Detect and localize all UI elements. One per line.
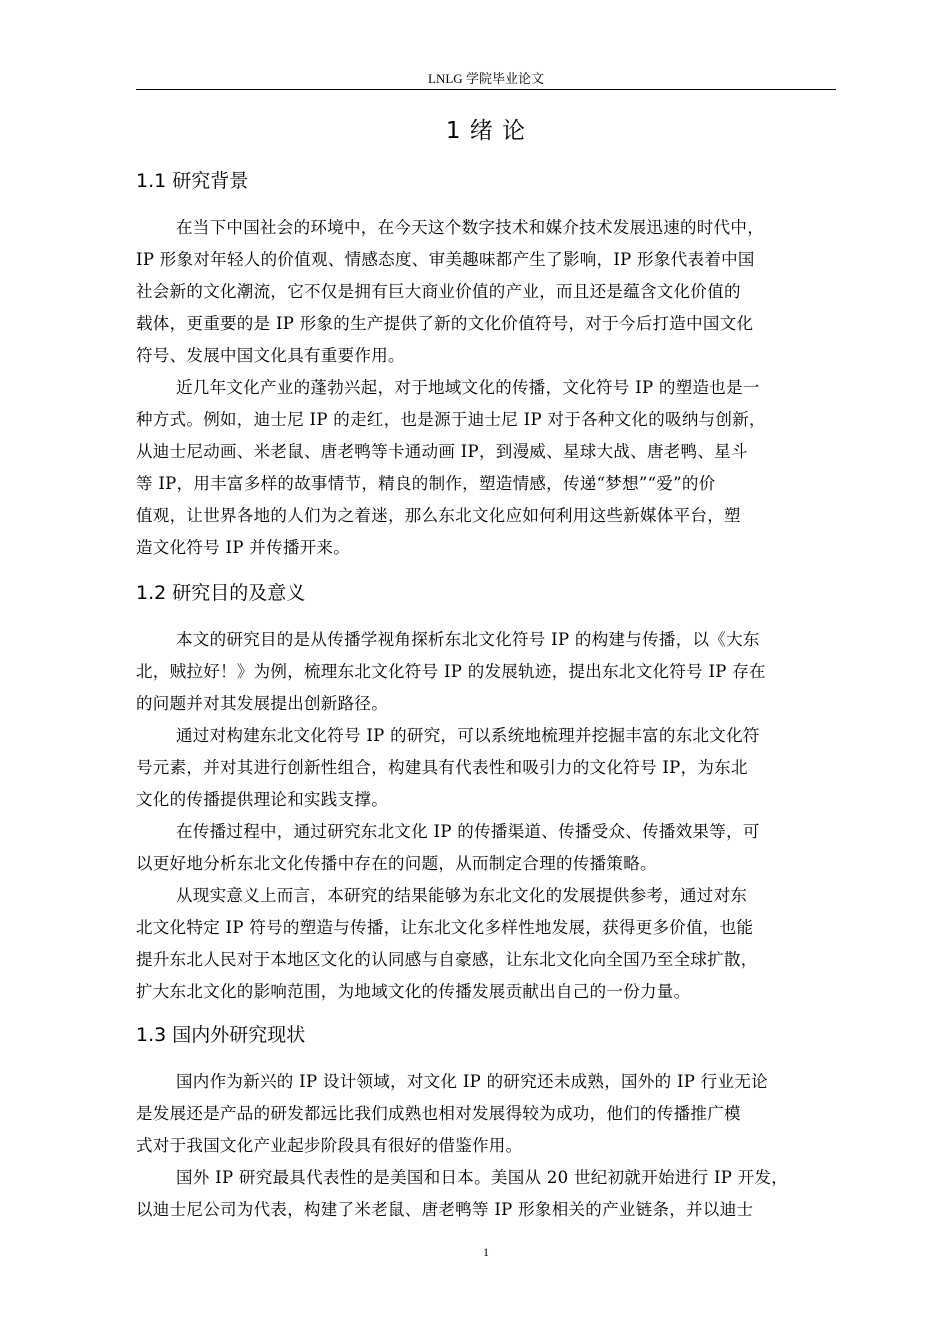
running-header: LNLG 学院毕业论文 [428, 71, 544, 86]
paragraph-line: 从现实意义上而言，本研究的结果能够为东北文化的发展提供参考，通过对东 [176, 886, 748, 905]
section-heading-1-2: 1.2 研究目的及意义 [136, 582, 306, 604]
paragraph-line: IP 形象对年轻人的价值观、情感态度、审美趣味都产生了影响，IP 形象代表着中国 [136, 250, 755, 269]
paragraph-line: 种方式。例如，迪士尼 IP 的走红，也是源于迪士尼 IP 对于各种文化的吸纳与创新， [136, 410, 766, 429]
paragraph-line: 以迪士尼公司为代表，构建了米老鼠、唐老鸭等 IP 形象相关的产业链条，并以迪士 [136, 1200, 754, 1219]
paragraph-line: 以更好地分析东北文化传播中存在的问题，从而制定合理的传播策略。 [136, 854, 657, 873]
paragraph-line: 北，贼拉好！》为例，梳理东北文化符号 IP 的发展轨迹，提出东北文化符号 IP 存在 [136, 662, 766, 681]
paragraph-line: 提升东北人民对于本地区文化的认同感与自豪感，让东北文化向全国乃至全球扩散， [136, 950, 758, 969]
paragraph-line: 近几年文化产业的蓬勃兴起，对于地域文化的传播，文化符号 IP 的塑造也是一 [176, 378, 760, 397]
paragraph-line: 在当下中国社会的环境中，在今天这个数字技术和媒介技术发展迅速的时代中， [176, 218, 764, 237]
paragraph-line: 载体，更重要的是 IP 形象的生产提供了新的文化价值符号，对于今后打造中国文化 [136, 314, 754, 333]
paragraph-line: 造文化符号 IP 并传播开来。 [136, 538, 351, 557]
paragraph-line: 本文的研究目的是从传播学视角探析东北文化符号 IP 的构建与传播，以《大东 [176, 630, 760, 649]
paragraph-line: 在传播过程中，通过研究东北文化 IP 的传播渠道、传播受众、传播效果等，可 [176, 822, 760, 841]
paragraph-line: 文化的传播提供理论和实践支撑。 [136, 790, 388, 809]
paragraph-line: 通过对构建东北文化符号 IP 的研究，可以系统地梳理并挖掘丰富的东北文化符 [176, 726, 760, 745]
section-heading-1-1: 1.1 研究背景 [136, 170, 249, 192]
paragraph-line: 从迪士尼动画、米老鼠、唐老鸭等卡通动画 IP，到漫威、星球大战、唐老鸭、星斗 [136, 442, 748, 461]
header-divider [136, 89, 836, 90]
page-number: 1 [483, 1245, 489, 1259]
paragraph-line: 等 IP，用丰富多样的故事情节，精良的制作，塑造情感，传递“梦想”“爱”的价 [136, 474, 716, 493]
paragraph-line: 国内作为新兴的 IP 设计领域，对文化 IP 的研究还未成熟，国外的 IP 行业无论 [176, 1072, 768, 1091]
paragraph-line: 的问题并对其发展提出创新路径。 [136, 694, 388, 713]
chapter-title: 1 绪 论 [445, 118, 527, 144]
paragraph-line: 符号、发展中国文化具有重要作用。 [136, 346, 405, 365]
paragraph-line: 社会新的文化潮流，它不仅是拥有巨大商业价值的产业，而且还是蕴含文化价值的 [136, 282, 741, 301]
paragraph-line: 是发展还是产品的研发都远比我们成熟也相对发展得较为成功，他们的传播推广模 [136, 1104, 741, 1123]
paragraph-line: 号元素，并对其进行创新性组合，构建具有代表性和吸引力的文化符号 IP，为东北 [136, 758, 748, 777]
paragraph-line: 国外 IP 研究最具代表性的是美国和日本。美国从 20 世纪初就开始进行 IP 开发， [176, 1168, 789, 1187]
paragraph-line: 值观，让世界各地的人们为之着迷，那么东北文化应如何利用这些新媒体平台，塑 [136, 506, 741, 525]
section-heading-1-3: 1.3 国内外研究现状 [136, 1024, 306, 1046]
paragraph-line: 式对于我国文化产业起步阶段具有很好的借鉴作用。 [136, 1136, 523, 1155]
paragraph-line: 北文化特定 IP 符号的塑造与传播，让东北文化多样性地发展，获得更多价值，也能 [136, 918, 754, 937]
paragraph-line: 扩大东北文化的影响范围，为地域文化的传播发展贡献出自己的一份力量。 [136, 982, 691, 1001]
